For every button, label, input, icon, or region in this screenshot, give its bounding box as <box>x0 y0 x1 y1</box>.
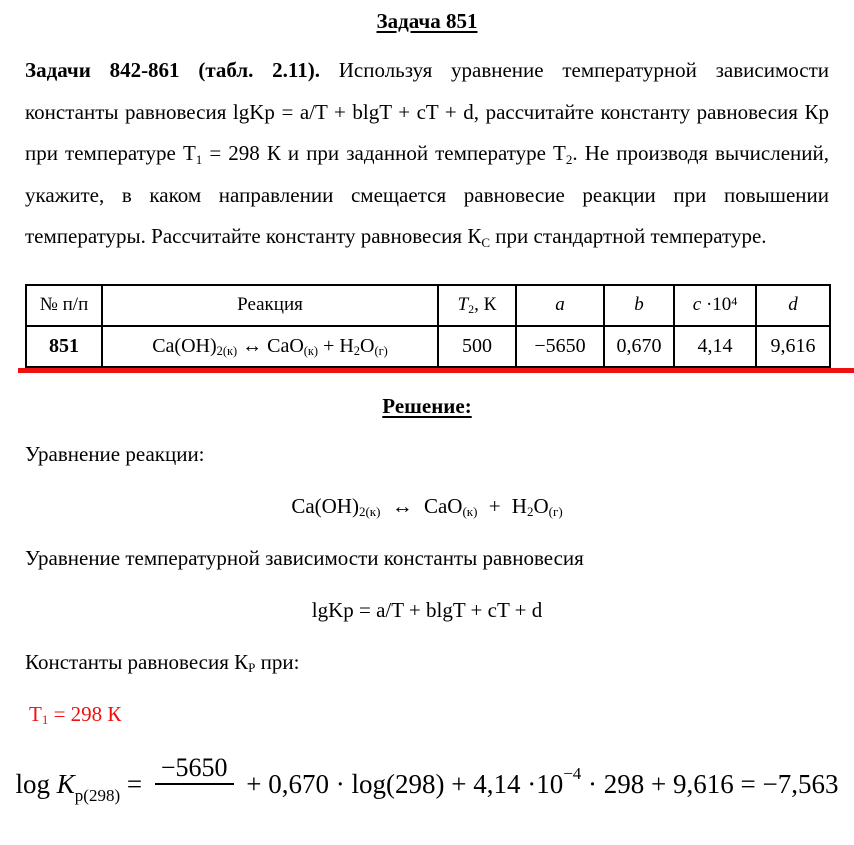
solution-heading-text: Решение: <box>382 393 472 418</box>
col-t2-header: $T_2$, К <box>438 285 516 326</box>
logkp-calculation-formula: log K $_{p(298)}$ = −5650 + 0,670 · log(298) + 4,14 ·10 $^{-4}$ · 298 + 9,616 = −7,563 <box>25 753 829 815</box>
col-d-header: d <box>756 285 830 326</box>
kc-subscript: С <box>481 234 491 250</box>
data-table-wrapper <box>25 284 829 373</box>
problem-text-3: . Не производя вычислений, укажите, в каком направлении смещается равновесие реакции при повышении температуры. Рассчитайте константу равновесия К <box>25 141 830 248</box>
problem-statement <box>25 50 829 258</box>
col-a-header: a <box>516 285 604 326</box>
fraction-numerator: −5650 <box>155 753 234 785</box>
table-header-row <box>26 285 830 326</box>
formula-terms-2: · 298 + 9,616 = −7,563 <box>581 768 839 799</box>
page-title <box>25 6 829 36</box>
col-reaction-header: Реакция <box>102 285 438 326</box>
kp-subscript: Р <box>248 660 256 675</box>
red-divider <box>18 368 854 373</box>
cell-t2: 500 <box>438 326 516 367</box>
t1-value-red: $Т_1 = 298$ К <box>29 701 122 727</box>
t1-subscript: 1 <box>195 151 203 167</box>
col-no-header: № п/п <box>26 285 102 326</box>
formula-terms-1: + 0,670 · log(298) + 4,14 ·10 <box>239 768 564 799</box>
cell-a: −5650 <box>516 326 604 367</box>
data-table <box>25 284 831 368</box>
fraction <box>155 753 234 815</box>
col-c-header: $c \cdot 10^4$ <box>674 285 756 326</box>
problem-text-1: Используя уравнение температурной зависимости константы равновесия lgKp = a/T + blgT + cT + d, рассчитайте константу равновесия Кр при температуре Т <box>25 58 830 165</box>
cell-d: 9,616 <box>756 326 830 367</box>
problem-text-4: при стандартной температуре. <box>490 224 767 248</box>
cell-b: 0,670 <box>604 326 674 367</box>
problem-text-2: = 298 К и при заданной температуре Т <box>202 141 566 165</box>
page-title-text: Задача 851 <box>376 9 478 33</box>
lgkp-equation: lgKp = a/T + blgT + cT + d <box>311 597 543 622</box>
col-b-header: b <box>604 285 674 326</box>
table-row <box>26 326 830 367</box>
cell-reaction: $Ca(OH)_{2(к)}$ ↔ $CaO_{(к)} + H_2O_{(г)}$ <box>102 326 438 367</box>
temperature-dependence-label: Уравнение температурной зависимости константы равновесия <box>25 545 584 570</box>
k-symbol: K <box>56 768 75 799</box>
cell-c: 4,14 <box>674 326 756 367</box>
problem-range-bold: Задачи 842-861 (табл. 2.11). <box>25 58 320 82</box>
cell-no: 851 <box>26 326 102 367</box>
t2-subscript: 2 <box>565 151 573 167</box>
kp-label: Константы равновесия $К_Р$ при: <box>25 649 300 675</box>
log-function: log <box>15 768 57 799</box>
reaction-equation-label: Уравнение реакции: <box>25 441 205 466</box>
solution-heading <box>25 389 829 423</box>
reaction-equation: $Ca(OH)_{2(к)}$ ↔ $CaO_{(к)} + H_2O_{(г)}$ <box>291 493 563 519</box>
